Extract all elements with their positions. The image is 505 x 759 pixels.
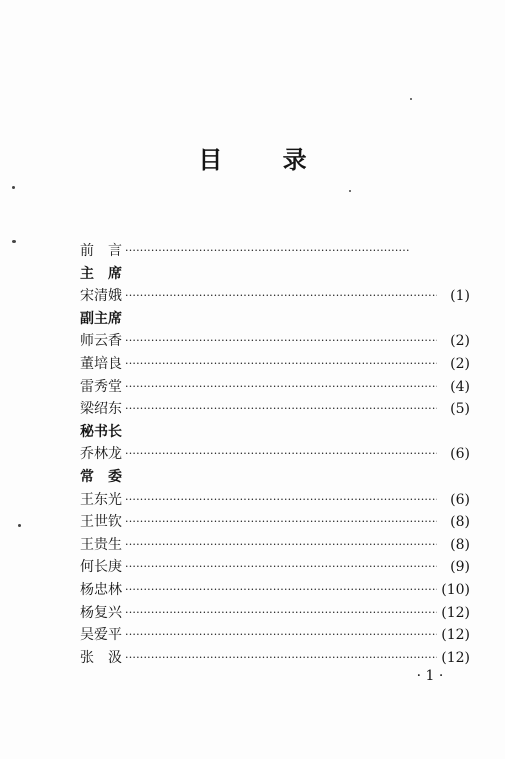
toc-page-number: (2) (450, 355, 470, 372)
toc-page-number: (4) (450, 378, 470, 395)
toc-page-number: (6) (450, 446, 470, 463)
dot-leader (125, 556, 437, 579)
toc-entry-label: 吴爱平 (80, 627, 122, 644)
toc-page-number: (6) (450, 491, 470, 508)
toc-entry-label: 前 言 (80, 243, 122, 259)
toc-page-number: (12) (441, 604, 470, 621)
toc-entry-label: 王世钦 (80, 514, 122, 531)
toc-entry (80, 579, 470, 602)
dot-leader (125, 602, 437, 625)
toc-entry-label: 董培良 (80, 355, 122, 372)
dot-leader (125, 285, 437, 308)
toc-entry-label: 杨忠林 (80, 581, 122, 598)
toc-entry-label: 雷秀堂 (80, 378, 122, 395)
toc-entry (80, 330, 470, 353)
dot-leader (125, 534, 437, 557)
table-of-contents (80, 240, 470, 669)
toc-entry (80, 489, 470, 512)
toc-entry-label: 师云香 (80, 333, 122, 350)
dot-leader (125, 353, 437, 376)
toc-heading-label: 秘书长 (80, 423, 122, 440)
toc-page-number: (2) (450, 333, 470, 350)
page-number: · 1 · (416, 668, 444, 684)
dot-leader (125, 376, 437, 399)
dot-leader (125, 511, 437, 534)
dot-leader (125, 398, 437, 421)
toc-entry-label: 王东光 (80, 491, 122, 508)
toc-entry (80, 376, 470, 399)
toc-entry-label: 宋清娥 (80, 288, 122, 305)
toc-page-number: (9) (450, 559, 470, 576)
toc-section-heading (80, 308, 470, 331)
toc-entry (80, 556, 470, 579)
toc-page-number: (12) (441, 649, 470, 666)
toc-entry-label: 何长庚 (80, 559, 122, 576)
toc-section-heading (80, 421, 470, 444)
toc-page-number: (5) (450, 401, 470, 418)
toc-section-heading (80, 263, 470, 286)
toc-entry-label: 梁绍东 (80, 401, 122, 418)
scan-speck (18, 524, 21, 527)
toc-section-heading (80, 466, 470, 489)
toc-entry (80, 240, 470, 263)
toc-entry-label: 王贵生 (80, 536, 122, 553)
toc-page-number: (12) (441, 627, 470, 644)
page-title: 目 录 (198, 146, 333, 174)
toc-heading-label: 常 委 (80, 468, 122, 485)
toc-entry-label: 张 汲 (80, 649, 122, 666)
dot-leader (125, 489, 437, 512)
toc-entry (80, 443, 470, 466)
dot-leader (125, 624, 437, 647)
toc-page-number: (8) (450, 536, 470, 553)
dot-leader (125, 443, 437, 466)
toc-entry (80, 398, 470, 421)
scan-speck (12, 186, 15, 189)
toc-entry (80, 511, 470, 534)
toc-entry (80, 624, 470, 647)
toc-entry (80, 602, 470, 625)
toc-page-number: (8) (450, 514, 470, 531)
toc-heading-label: 副主席 (80, 310, 122, 327)
toc-entry (80, 534, 470, 557)
scan-speck (410, 98, 412, 100)
toc-heading-label: 主 席 (80, 265, 122, 282)
toc-entry-label: 杨复兴 (80, 604, 122, 621)
dot-leader (125, 647, 437, 670)
toc-page-number: (1) (450, 288, 470, 305)
toc-page-number: (10) (441, 581, 470, 598)
toc-entry (80, 285, 470, 308)
toc-entry (80, 647, 470, 670)
dot-leader (125, 330, 437, 353)
toc-entry-label: 乔林龙 (80, 446, 122, 463)
dot-leader (125, 579, 437, 602)
scan-speck (349, 190, 351, 192)
dot-leader (125, 240, 410, 263)
scan-speck (12, 240, 16, 243)
toc-entry (80, 353, 470, 376)
